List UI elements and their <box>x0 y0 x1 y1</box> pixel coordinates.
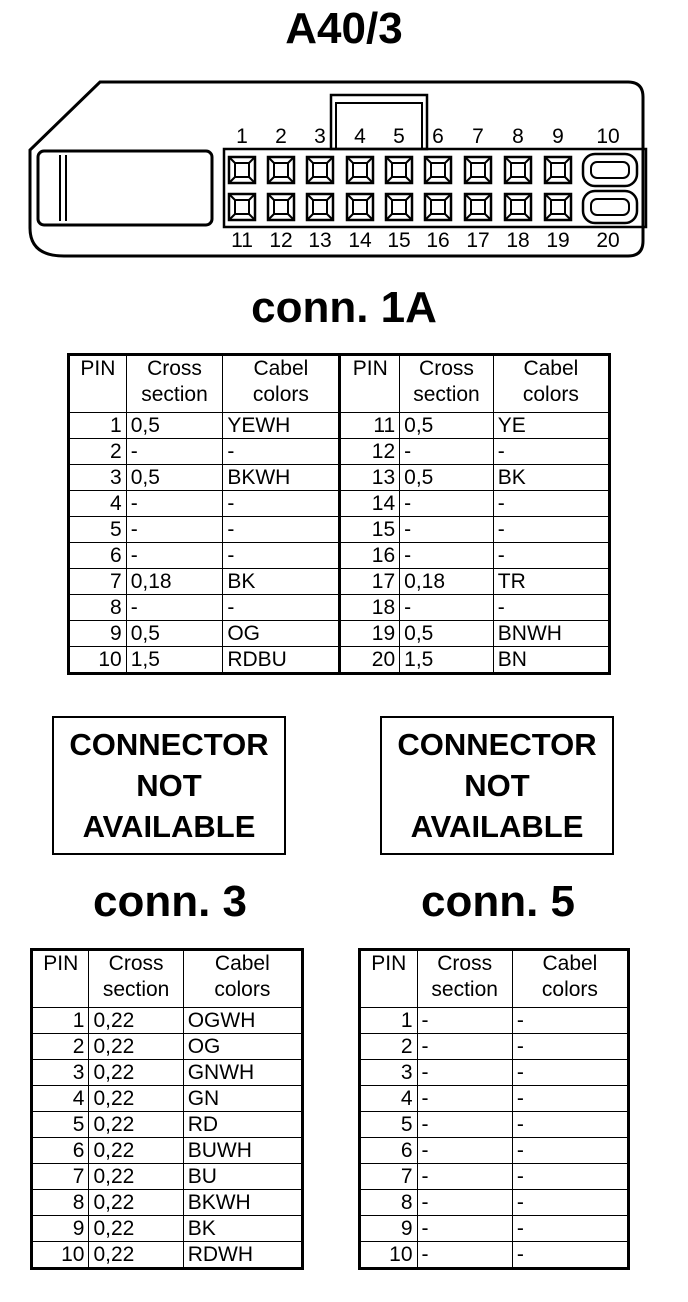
pin-label: 1 <box>236 125 248 148</box>
table-row <box>69 491 610 517</box>
cross-section-value: 0,5 <box>400 621 494 647</box>
table-row <box>32 1138 303 1164</box>
pin-label: 17 <box>466 229 490 252</box>
pin-number: 1 <box>32 1008 89 1034</box>
pin-number: 18 <box>340 595 400 621</box>
table-row <box>69 439 610 465</box>
pin-number: 15 <box>340 517 400 543</box>
pin-number: 7 <box>360 1164 418 1190</box>
pin-label: 8 <box>512 125 524 148</box>
conn-1a-title: conn. 1A <box>251 283 437 332</box>
cross-section-value: - <box>400 491 494 517</box>
cable-color-value: RDBU <box>223 647 340 674</box>
cross-section-value: 0,22 <box>89 1060 183 1086</box>
conn-1a-table <box>67 353 611 675</box>
pin-socket <box>465 157 491 183</box>
pin-label: 3 <box>314 125 326 148</box>
cross-section-value: 0,22 <box>89 1190 183 1216</box>
table-row <box>69 621 610 647</box>
pin-label: 6 <box>432 125 444 148</box>
cable-color-value: GNWH <box>183 1060 302 1086</box>
cable-color-value: - <box>512 1086 628 1112</box>
table-row <box>360 1086 629 1112</box>
conn-5-table <box>358 948 630 1270</box>
cross-section-value: - <box>417 1190 512 1216</box>
pin-number: 10 <box>360 1242 418 1269</box>
pin-number: 4 <box>360 1086 418 1112</box>
power-pin-socket <box>583 154 637 186</box>
pin-number: 2 <box>69 439 127 465</box>
table-row <box>32 1190 303 1216</box>
pin-socket <box>268 157 294 183</box>
table-row <box>69 517 610 543</box>
header-cabel-colors: Cabel colors <box>493 355 609 413</box>
connector-latch <box>38 151 212 225</box>
cross-section-value: 0,22 <box>89 1138 183 1164</box>
header-pin: PIN <box>340 355 400 413</box>
na-line-1: CONNECTOR <box>397 727 597 762</box>
pin-label: 7 <box>472 125 484 148</box>
pin-socket <box>465 194 491 220</box>
na-line-3: AVAILABLE <box>82 809 256 844</box>
pin-number: 3 <box>32 1060 89 1086</box>
cross-section-value: - <box>126 595 223 621</box>
cable-color-value: - <box>512 1216 628 1242</box>
table-row <box>32 1216 303 1242</box>
cable-color-value: BK <box>183 1216 302 1242</box>
table-row <box>360 1164 629 1190</box>
na-line-1: CONNECTOR <box>69 727 269 762</box>
na-line-3: AVAILABLE <box>410 809 584 844</box>
cable-color-value: OGWH <box>183 1008 302 1034</box>
pin-socket <box>307 157 333 183</box>
pin-label: 11 <box>231 229 253 252</box>
cross-section-value: - <box>417 1086 512 1112</box>
cross-section-value: 0,22 <box>89 1164 183 1190</box>
cable-color-value: - <box>512 1242 628 1269</box>
table-row <box>360 1138 629 1164</box>
pin-number: 2 <box>360 1034 418 1060</box>
pin-label: 18 <box>506 229 530 252</box>
pin-number: 11 <box>340 413 400 439</box>
cable-color-value: - <box>512 1008 628 1034</box>
cross-section-value: 0,5 <box>400 465 494 491</box>
table-row <box>360 1112 629 1138</box>
na-line-2: NOT <box>136 768 202 803</box>
cable-color-value: BU <box>183 1164 302 1190</box>
connector-diagram <box>0 70 688 270</box>
cable-color-value: BK <box>493 465 609 491</box>
cross-section-value: 0,22 <box>89 1008 183 1034</box>
pin-number: 10 <box>69 647 127 674</box>
pin-number: 1 <box>69 413 127 439</box>
pin-number: 6 <box>360 1138 418 1164</box>
pin-number: 4 <box>69 491 127 517</box>
pin-number: 5 <box>32 1112 89 1138</box>
cross-section-value: 0,18 <box>126 569 223 595</box>
pin-number: 14 <box>340 491 400 517</box>
cable-color-value: - <box>493 439 609 465</box>
pin-label: 2 <box>275 125 287 148</box>
table-row <box>360 1008 629 1034</box>
pin-number: 3 <box>69 465 127 491</box>
table-row <box>69 569 610 595</box>
pin-label: 10 <box>596 125 620 148</box>
cross-section-value: 0,5 <box>400 413 494 439</box>
pin-socket <box>386 157 412 183</box>
table-row <box>32 1164 303 1190</box>
table-row <box>32 1112 303 1138</box>
cross-section-value: - <box>400 543 494 569</box>
cross-section-value: 0,22 <box>89 1242 183 1269</box>
cable-color-value: - <box>512 1190 628 1216</box>
pin-number: 8 <box>32 1190 89 1216</box>
table-header-row <box>32 950 303 1008</box>
cross-section-value: 0,22 <box>89 1034 183 1060</box>
pin-label: 15 <box>387 229 411 252</box>
power-pin-socket <box>583 191 637 223</box>
cable-color-value: - <box>493 543 609 569</box>
pin-number: 2 <box>32 1034 89 1060</box>
pin-socket <box>425 194 451 220</box>
pin-socket <box>545 157 571 183</box>
cable-color-value: - <box>223 491 340 517</box>
cross-section-value: 1,5 <box>126 647 223 674</box>
cross-section-value: - <box>417 1164 512 1190</box>
cable-color-value: TR <box>493 569 609 595</box>
pin-socket <box>425 157 451 183</box>
table-header-row <box>69 355 610 413</box>
table-row <box>360 1034 629 1060</box>
pin-number: 1 <box>360 1008 418 1034</box>
cable-color-value: BNWH <box>493 621 609 647</box>
cross-section-value: - <box>417 1034 512 1060</box>
cable-color-value: RD <box>183 1112 302 1138</box>
pin-label: 20 <box>596 229 620 252</box>
pin-number: 8 <box>360 1190 418 1216</box>
cross-section-value: - <box>417 1216 512 1242</box>
cable-color-value: - <box>512 1164 628 1190</box>
pin-label: 16 <box>426 229 450 252</box>
cable-color-value: OG <box>223 621 340 647</box>
table-row <box>69 647 610 674</box>
pin-number: 7 <box>32 1164 89 1190</box>
pin-number: 9 <box>360 1216 418 1242</box>
cable-color-value: - <box>223 517 340 543</box>
pin-socket <box>505 194 531 220</box>
table-row <box>69 543 610 569</box>
cable-color-value: - <box>512 1112 628 1138</box>
table-header-row <box>360 950 629 1008</box>
table-row <box>32 1034 303 1060</box>
pin-socket <box>386 194 412 220</box>
cross-section-value: - <box>417 1112 512 1138</box>
pin-label: 19 <box>546 229 570 252</box>
cross-section-value: - <box>126 543 223 569</box>
cross-section-value: - <box>400 439 494 465</box>
pin-number: 9 <box>69 621 127 647</box>
header-pin: PIN <box>69 355 127 413</box>
header-cross-section: Cross section <box>400 355 494 413</box>
cross-section-value: - <box>126 517 223 543</box>
conn-5-title: conn. 5 <box>420 877 576 926</box>
cross-section-value: 0,5 <box>126 465 223 491</box>
pin-number: 5 <box>69 517 127 543</box>
table-row <box>32 1060 303 1086</box>
header-cross-section: Cross section <box>89 950 183 1008</box>
pin-socket <box>545 194 571 220</box>
cable-color-value: - <box>493 517 609 543</box>
table-row <box>32 1086 303 1112</box>
pin-number: 10 <box>32 1242 89 1269</box>
cross-section-value: 0,22 <box>89 1086 183 1112</box>
cable-color-value: BKWH <box>183 1190 302 1216</box>
cable-color-value: RDWH <box>183 1242 302 1269</box>
pin-label: 9 <box>552 125 564 148</box>
pin-number: 13 <box>340 465 400 491</box>
table-row <box>69 413 610 439</box>
cross-section-value: 0,18 <box>400 569 494 595</box>
cross-section-value: 1,5 <box>400 647 494 674</box>
header-cross-section: Cross section <box>417 950 512 1008</box>
cross-section-value: - <box>400 595 494 621</box>
table-row <box>360 1190 629 1216</box>
connector-not-available-box <box>380 716 614 855</box>
conn-3-title: conn. 3 <box>92 877 248 926</box>
cross-section-value: 0,22 <box>89 1112 183 1138</box>
cross-section-value: 0,5 <box>126 621 223 647</box>
cable-color-value: BUWH <box>183 1138 302 1164</box>
cable-color-value: BN <box>493 647 609 674</box>
cable-color-value: - <box>223 595 340 621</box>
header-cabel-colors: Cabel colors <box>183 950 302 1008</box>
table-row <box>32 1008 303 1034</box>
header-cabel-colors: Cabel colors <box>223 355 340 413</box>
pin-socket <box>229 194 255 220</box>
header-cabel-colors: Cabel colors <box>512 950 628 1008</box>
page-title: A40/3 <box>285 4 403 53</box>
pin-label: 12 <box>269 229 293 252</box>
table-row <box>360 1060 629 1086</box>
cross-section-value: - <box>126 439 223 465</box>
pin-number: 17 <box>340 569 400 595</box>
pin-number: 6 <box>69 543 127 569</box>
cross-section-value: - <box>417 1060 512 1086</box>
pin-label: 4 <box>354 125 366 148</box>
pin-number: 5 <box>360 1112 418 1138</box>
cable-color-value: - <box>223 543 340 569</box>
pin-number: 12 <box>340 439 400 465</box>
pin-socket <box>505 157 531 183</box>
cable-color-value: OG <box>183 1034 302 1060</box>
cross-section-value: 0,22 <box>89 1216 183 1242</box>
header-pin: PIN <box>360 950 418 1008</box>
pin-number: 19 <box>340 621 400 647</box>
pin-socket <box>347 157 373 183</box>
cross-section-value: - <box>417 1138 512 1164</box>
pin-label: 5 <box>393 125 405 148</box>
pin-socket <box>347 194 373 220</box>
table-row <box>69 465 610 491</box>
connector-not-available-box <box>52 716 286 855</box>
cable-color-value: - <box>223 439 340 465</box>
cable-color-value: YE <box>493 413 609 439</box>
pin-label: 14 <box>348 229 372 252</box>
header-pin: PIN <box>32 950 89 1008</box>
pin-socket <box>307 194 333 220</box>
cross-section-value: - <box>417 1242 512 1269</box>
pin-number: 7 <box>69 569 127 595</box>
cable-color-value: - <box>512 1034 628 1060</box>
cable-color-value: - <box>493 491 609 517</box>
cable-color-value: BKWH <box>223 465 340 491</box>
pin-socket <box>268 194 294 220</box>
pin-number: 3 <box>360 1060 418 1086</box>
cross-section-value: - <box>126 491 223 517</box>
pin-number: 16 <box>340 543 400 569</box>
conn-3-table <box>30 948 304 1270</box>
cable-color-value: - <box>493 595 609 621</box>
na-line-2: NOT <box>464 768 530 803</box>
header-cross-section: Cross section <box>126 355 223 413</box>
cable-color-value: - <box>512 1060 628 1086</box>
pin-socket <box>229 157 255 183</box>
cross-section-value: 0,5 <box>126 413 223 439</box>
pin-number: 8 <box>69 595 127 621</box>
table-row <box>360 1216 629 1242</box>
cable-color-value: GN <box>183 1086 302 1112</box>
cross-section-value: - <box>417 1008 512 1034</box>
table-row <box>360 1242 629 1269</box>
pin-number: 20 <box>340 647 400 674</box>
cable-color-value: YEWH <box>223 413 340 439</box>
table-row <box>69 595 610 621</box>
cable-color-value: - <box>512 1138 628 1164</box>
pin-label: 13 <box>308 229 332 252</box>
cross-section-value: - <box>400 517 494 543</box>
pin-number: 6 <box>32 1138 89 1164</box>
pin-number: 9 <box>32 1216 89 1242</box>
cable-color-value: BK <box>223 569 340 595</box>
table-row <box>32 1242 303 1269</box>
pin-number: 4 <box>32 1086 89 1112</box>
